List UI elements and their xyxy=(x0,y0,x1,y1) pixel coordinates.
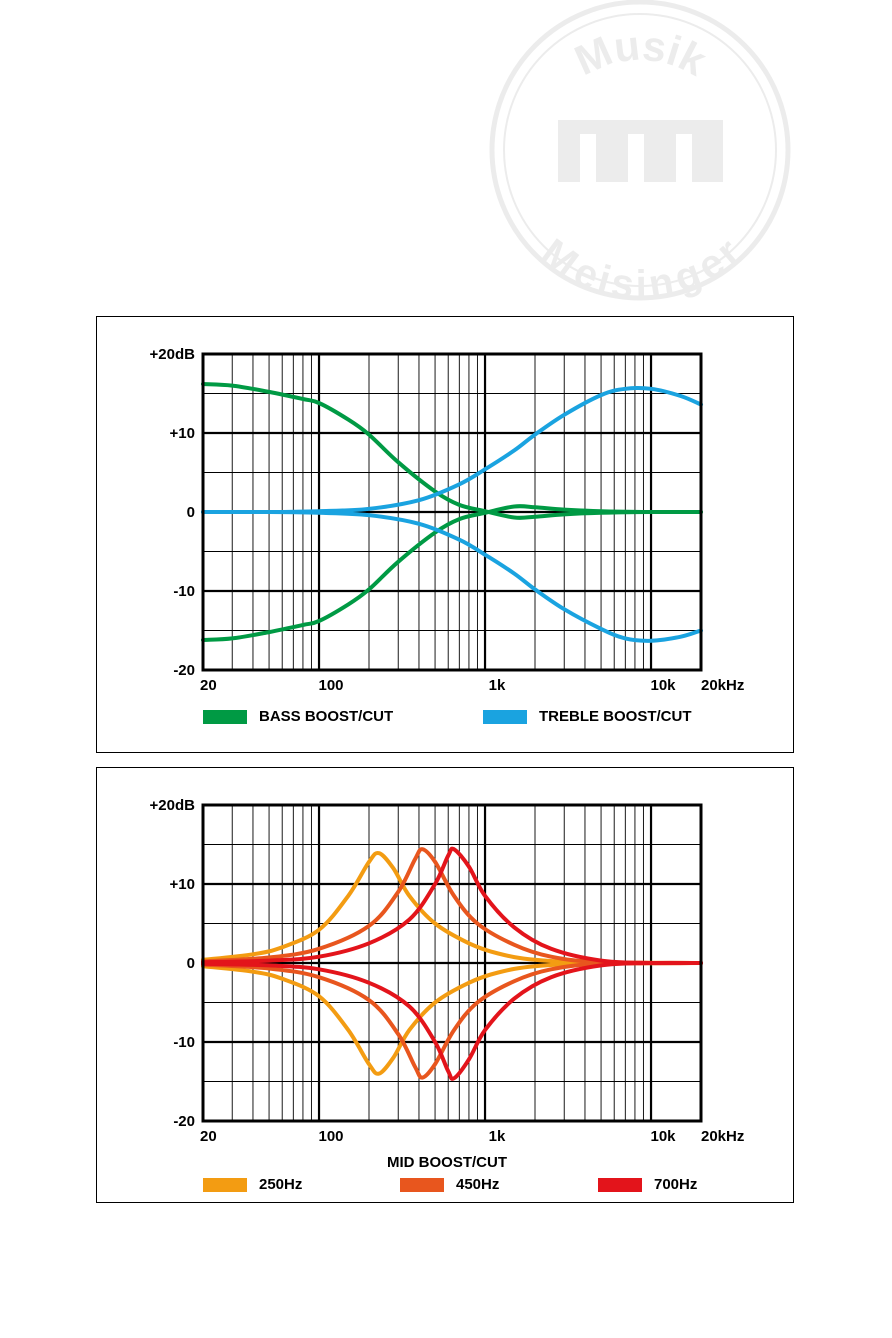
x-tick-label: 20 xyxy=(200,1128,217,1145)
y-tick-label: -20 xyxy=(173,662,195,679)
series-line-250hz-0 xyxy=(203,853,701,963)
y-tick-label: -10 xyxy=(173,1034,195,1051)
series-line-bass-boost-cut-1 xyxy=(203,506,701,640)
legend-item-treble xyxy=(483,708,692,725)
x-tick-label: 1k xyxy=(488,677,506,694)
bass-treble-legend xyxy=(203,708,763,728)
legend-label-treble: TREBLE BOOST/CUT xyxy=(539,708,692,725)
mid-chart-title: MID BOOST/CUT xyxy=(387,1154,507,1171)
x-tick-label: 20kHz xyxy=(701,1128,745,1145)
legend-label-250hz: 250Hz xyxy=(259,1176,303,1193)
x-tick-label: 100 xyxy=(318,677,344,694)
legend-item-bass xyxy=(203,708,393,725)
legend-swatch-700hz xyxy=(598,1178,642,1192)
legend-swatch-450hz xyxy=(400,1178,444,1192)
legend-item-250hz xyxy=(203,1176,302,1193)
mid-chart-panel xyxy=(96,767,794,1203)
series-line-700hz-5 xyxy=(203,963,701,1079)
legend-label-bass: BASS BOOST/CUT xyxy=(259,708,394,725)
series-line-treble-boost-cut-3 xyxy=(203,512,701,641)
y-tick-label: +20dB xyxy=(149,797,195,814)
y-tick-label: +10 xyxy=(169,425,195,442)
legend-label-450hz: 450Hz xyxy=(456,1176,500,1193)
series-line-bass-boost-cut-0 xyxy=(203,384,701,518)
mid-legend xyxy=(203,1176,763,1196)
bass-treble-chart xyxy=(97,317,795,754)
series-line-700hz-4 xyxy=(203,849,701,964)
y-tick-label: 0 xyxy=(186,955,195,972)
y-tick-label: +20dB xyxy=(149,346,195,363)
series-line-250hz-1 xyxy=(203,963,701,1074)
y-tick-label: -10 xyxy=(173,583,195,600)
x-tick-label: 20kHz xyxy=(701,677,745,694)
bass-treble-chart-panel xyxy=(96,316,794,753)
y-tick-label: -20 xyxy=(173,1113,195,1130)
x-tick-label: 1k xyxy=(488,1128,506,1145)
legend-item-450hz xyxy=(400,1176,499,1193)
y-tick-label: +10 xyxy=(169,876,195,893)
watermark-stamp xyxy=(480,0,800,320)
x-tick-label: 20 xyxy=(200,677,217,694)
legend-swatch-treble xyxy=(483,710,527,724)
y-tick-label: 0 xyxy=(186,504,195,521)
svg-text:Musik: Musik xyxy=(567,21,714,85)
x-tick-label: 100 xyxy=(318,1128,344,1145)
series-line-treble-boost-cut-2 xyxy=(203,388,701,512)
x-tick-label: 10k xyxy=(650,677,676,694)
series-line-450hz-3 xyxy=(203,963,701,1078)
svg-text:Meisinger: Meisinger xyxy=(532,230,749,308)
series-line-450hz-2 xyxy=(203,849,701,963)
legend-swatch-250hz xyxy=(203,1178,247,1192)
mid-chart xyxy=(97,768,795,1204)
legend-swatch-bass xyxy=(203,710,247,724)
legend-label-700hz: 700Hz xyxy=(654,1176,698,1193)
legend-item-700hz xyxy=(598,1176,697,1193)
x-tick-label: 10k xyxy=(650,1128,676,1145)
